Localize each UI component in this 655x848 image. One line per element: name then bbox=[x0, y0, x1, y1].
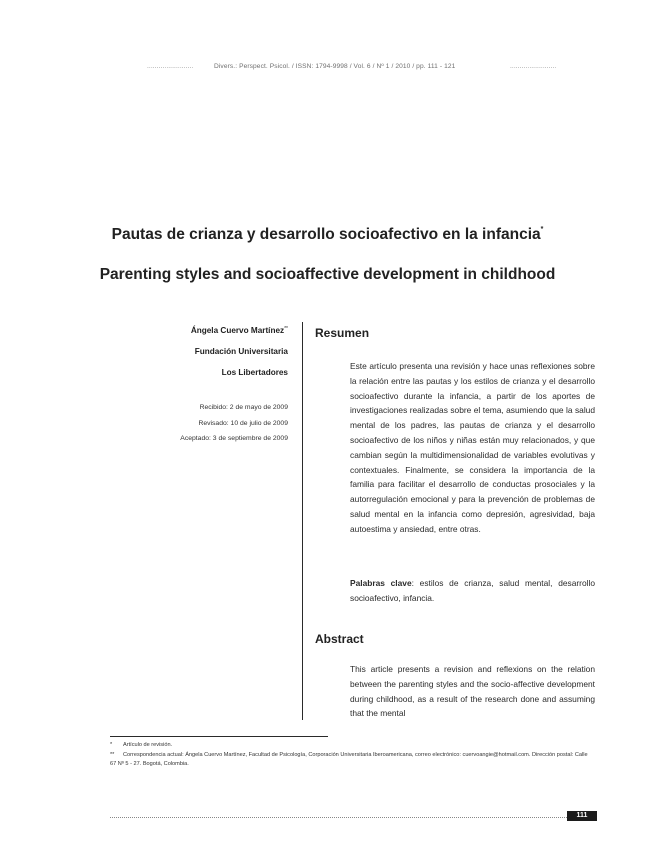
footnote-1 bbox=[110, 741, 595, 750]
title-spanish bbox=[0, 226, 655, 244]
abstract-heading: Abstract bbox=[315, 632, 364, 646]
journal-citation: Divers.: Perspect. Psicol. / ISSN: 1794-9998 / Vol. 6 / Nº 1 / 2010 / pp. 111 - 121 bbox=[214, 63, 456, 70]
footnote-1-text: Artículo de revisión. bbox=[123, 742, 173, 748]
author-name-text: Ángela Cuervo Martínez bbox=[190, 326, 285, 335]
institution-line-1: Fundación Universitaria bbox=[194, 347, 288, 356]
institution-line-2: Los Libertadores bbox=[221, 368, 288, 377]
abstract-body: This article presents a revision and reflexions on the relation between the parenting styles and the socio-affective development during childhood, as a result of the research done and assuming that the mental bbox=[350, 664, 595, 719]
column-divider bbox=[302, 322, 303, 720]
author-footnote-mark: ** bbox=[284, 326, 288, 332]
footer-dotted-rule bbox=[110, 817, 597, 818]
author-name bbox=[140, 326, 288, 335]
footnote-2-mark: ** bbox=[110, 752, 115, 758]
title-footnote-mark: * bbox=[540, 226, 544, 233]
footnote-2-text: Correspondencia actual: Ángela Cuervo Martínez, Facultad de Psicología, Corporación Universitaria Iberoamericana, correo electrónico: cuervoangie@hotmail.com. Dirección postal: Calle 67 Nº 5 - 27. Bogotá, Colombia. bbox=[110, 752, 588, 767]
footnote-rule bbox=[110, 736, 328, 737]
date-received: Recibido: 2 de mayo de 2009 bbox=[199, 404, 288, 411]
title-english: Parenting styles and socioaffective development in childhood bbox=[99, 266, 556, 283]
page-number: 111 bbox=[567, 811, 597, 821]
date-revised: Revisado: 10 de julio de 2009 bbox=[198, 420, 288, 427]
keywords-label: Palabras clave bbox=[350, 578, 412, 588]
keywords-text: : estilos de crianza, salud mental, desarrollo socioafectivo, infancia. bbox=[350, 578, 595, 603]
resumen-body: Este artículo presenta una revisión y hace unas reflexiones sobre la relación entre las pautas y los estilos de crianza y el desarrollo socioafectivo durante la infancia, a partir de los aportes de investigaciones realizadas sobre el tema, asumiendo que la salud mental de los padres, las pautas de crianza y el desarrollo socioafectivo de los niños y niñas están muy relacionados, y que cambian según la multidimensionalidad de variables evolutivas y contextuales. Finalmente, se considera la importancia de la familia para facilitar el desarrollo de conductas prosociales y la autorregulación emocional y para la prevención de problemas de salud mental en la infancia como depresión, agresividad, baja autoestima y ansiedad, entre otras. bbox=[350, 361, 595, 534]
running-header bbox=[0, 63, 655, 77]
footnote-1-mark: * bbox=[110, 742, 113, 748]
keywords-paragraph bbox=[350, 576, 595, 606]
header-dots-left: ........................ bbox=[147, 63, 194, 70]
resumen-heading: Resumen bbox=[315, 326, 370, 340]
title-spanish-text: Pautas de crianza y desarrollo socioafectivo en la infancia bbox=[111, 226, 541, 243]
date-accepted: Aceptado: 3 de septiembre de 2009 bbox=[180, 435, 288, 442]
header-dots-right: ........................ bbox=[510, 63, 557, 70]
footnote-2 bbox=[110, 751, 595, 768]
